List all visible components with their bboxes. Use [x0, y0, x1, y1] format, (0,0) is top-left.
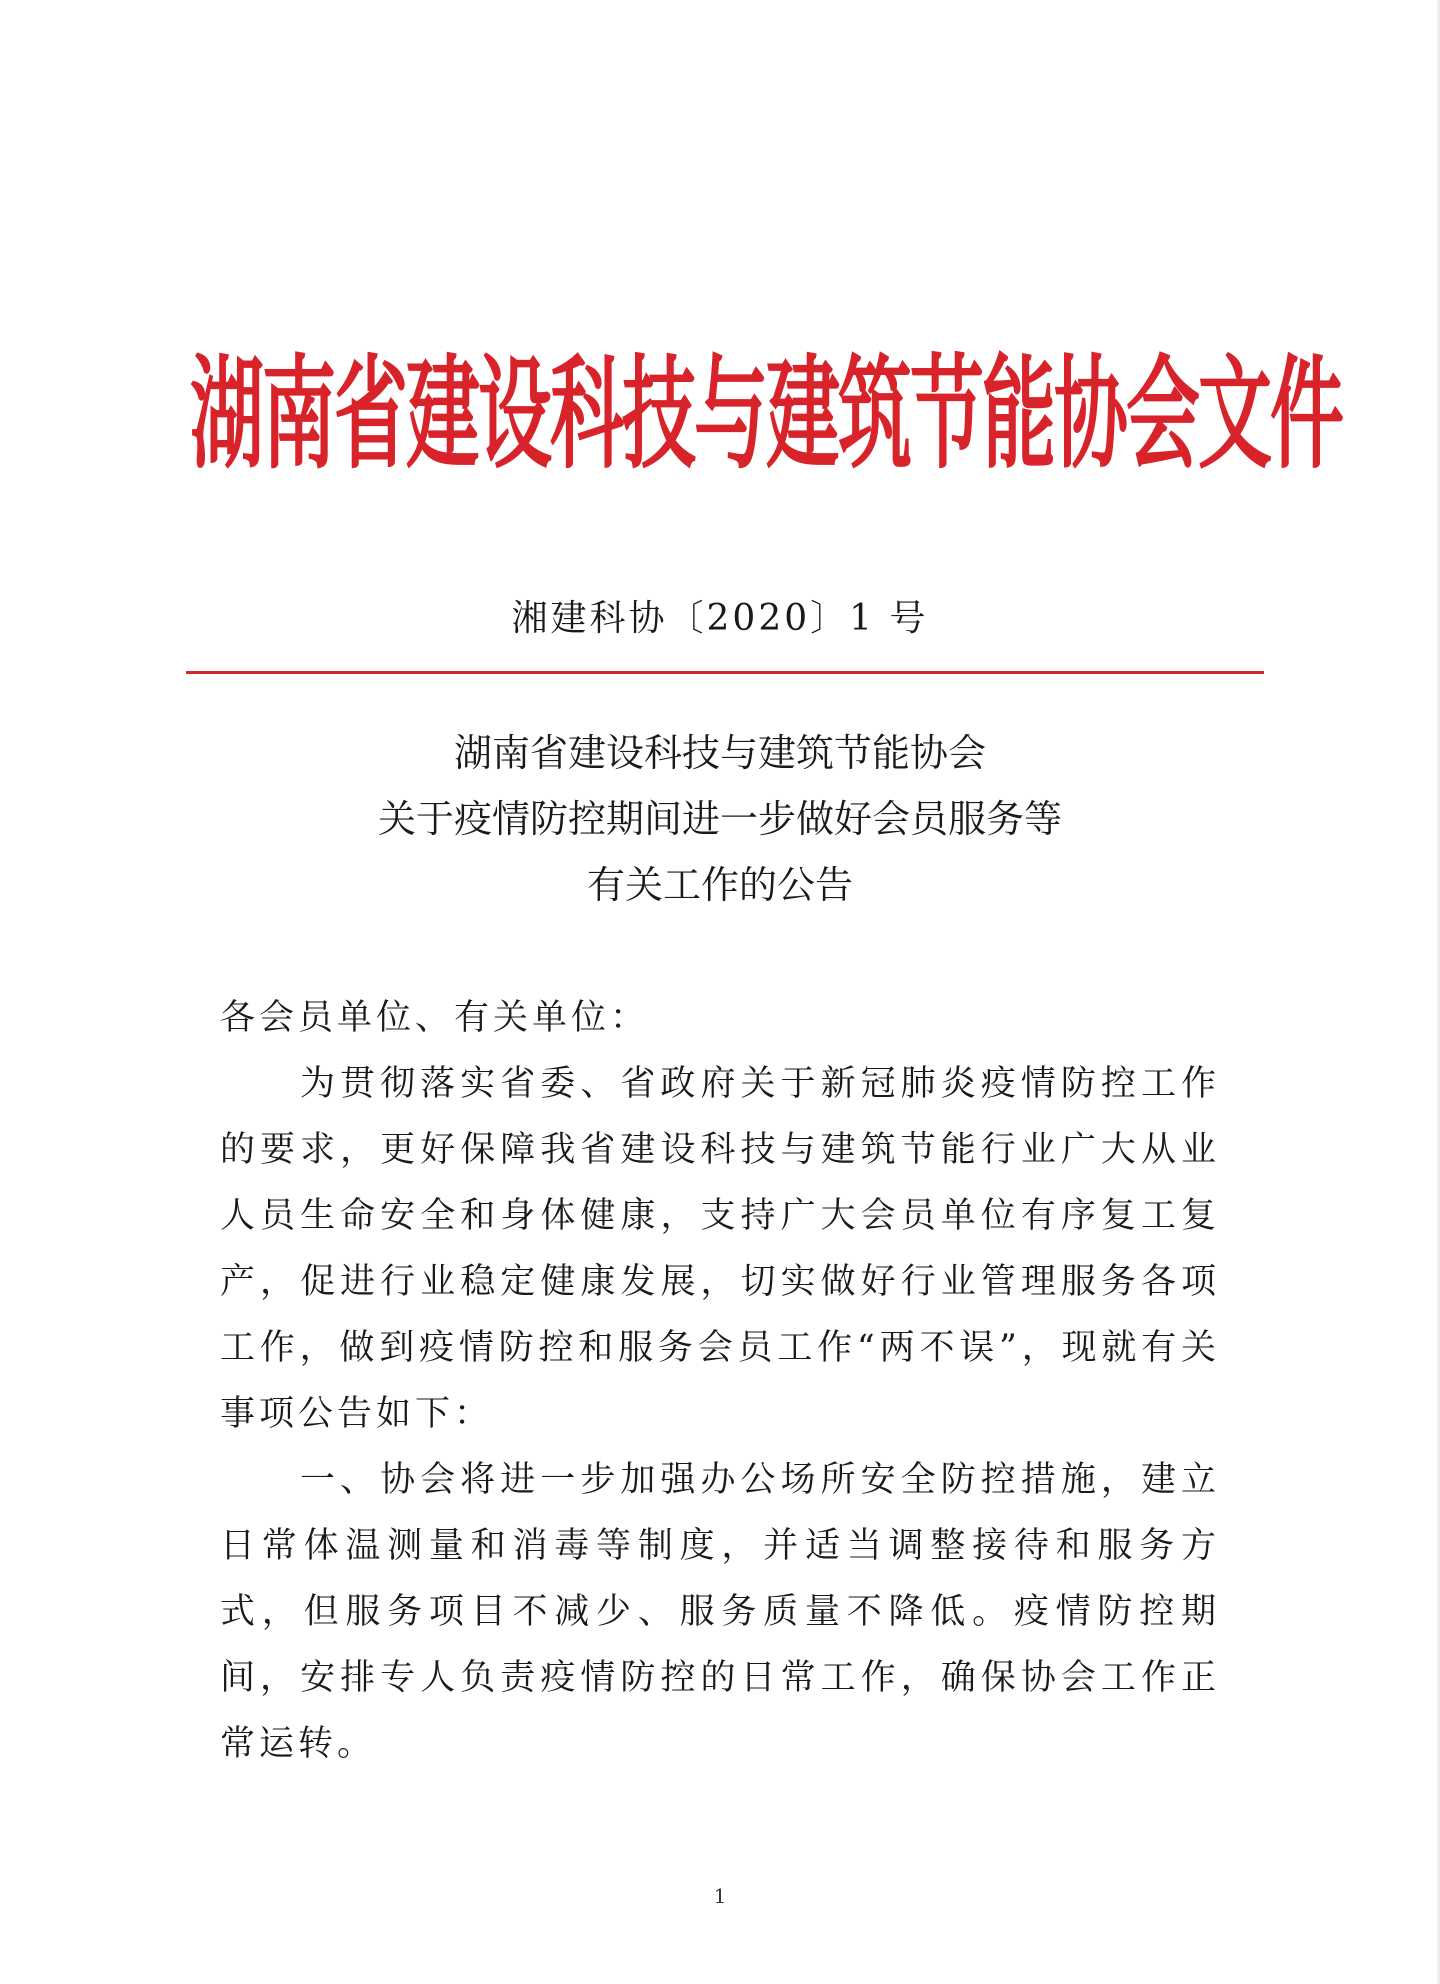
- document-number: 湘建科协〔2020〕1 号: [511, 598, 929, 639]
- subject-line-2: 关于疫情防控期间进一步做好会员服务等: [377, 797, 1062, 841]
- page-number: 1: [713, 1884, 727, 1908]
- salutation: 各会员单位、有关单位：: [220, 998, 650, 1038]
- paragraph-intro: 为贯彻落实省委、省政府关于新冠肺炎疫情防控工作的要求，更好保障我省建设科技与建筑节能行业广大从业人员生命安全和身体健康，支持广大会员单位有序复工复产，促进行业稳定健康发展，切实做好行业管理服务各项工作，做到疫情防控和服务会员工作“两不误”，现就有关事项公告如下：: [220, 1064, 1220, 1434]
- red-divider-line: [186, 671, 1264, 674]
- paragraph-item-1: 一、协会将进一步加强办公场所安全防控措施，建立日常体温测量和消毒等制度，并适当调整接待和服务方式，但服务项目不减少、服务质量不降低。疫情防控期间，安排专人负责疫情防控的日常工作，确保协会工作正常运转。: [220, 1460, 1220, 1764]
- subject-line-1: 湖南省建设科技与建筑节能协会: [453, 731, 986, 775]
- issuing-authority-header: 湖南省建设科技与建筑节能协会文件: [190, 344, 1342, 486]
- subject-line-3: 有关工作的公告: [586, 863, 853, 907]
- page-edge-shadow: [1436, 0, 1440, 1984]
- document-subject: [0, 720, 1440, 918]
- document-body: [220, 985, 1220, 1777]
